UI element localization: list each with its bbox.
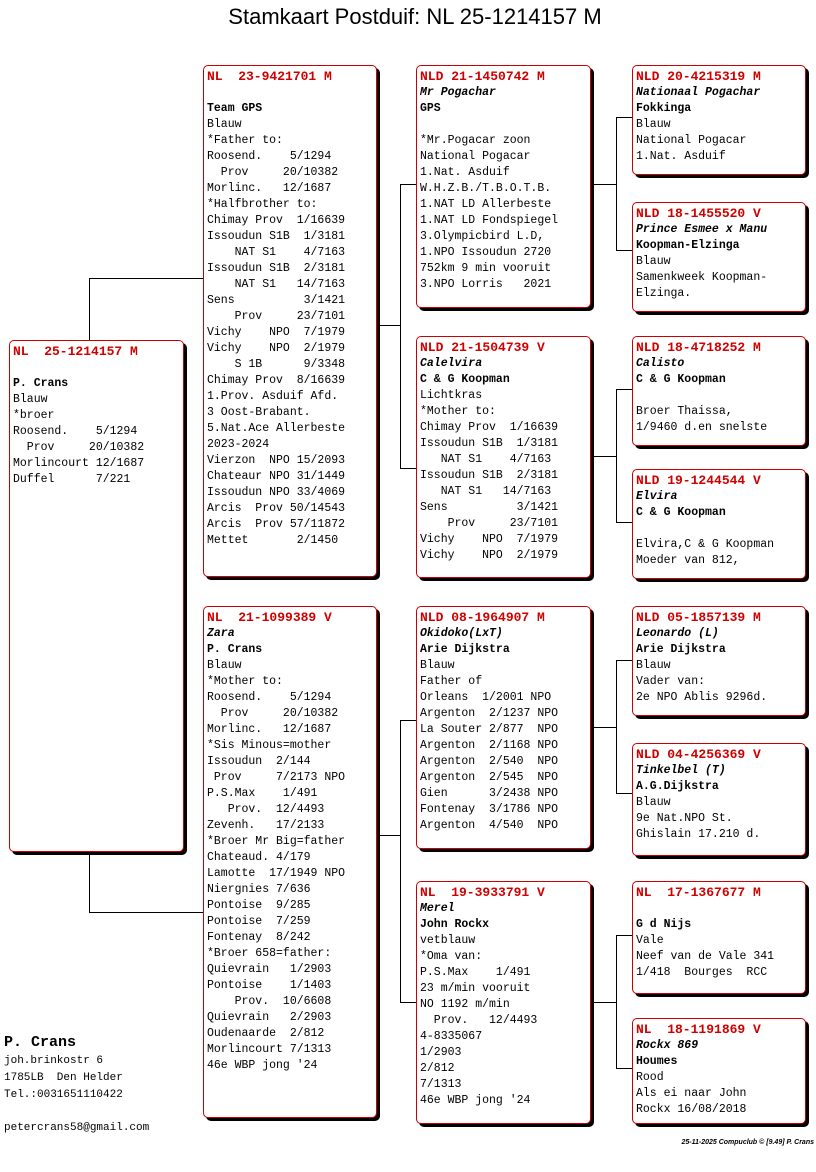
card-line: Argenton 2/545 NPO (420, 771, 559, 784)
card-lines (636, 763, 802, 843)
card-line: Niergnies 7/636 (207, 883, 311, 896)
ring-number: NL 21-1099389 V (207, 610, 332, 625)
pedigree-card-dam-sire (416, 606, 591, 849)
card-lines (636, 901, 802, 981)
card-lines (207, 626, 373, 1074)
card-line: John Rockx (420, 918, 490, 931)
card-line: Issoudun NPO 33/4069 (207, 486, 346, 499)
card-line: Sens 3/1421 (207, 294, 346, 307)
card-line: Pontoise 7/259 (207, 915, 311, 928)
card-line: P.S.Max 1/491 (420, 966, 531, 979)
card-line: Arie Dijkstra (420, 643, 510, 656)
pedigree-card-subject (9, 340, 184, 852)
card-line: 4-8335067 (420, 1030, 483, 1043)
card-line: Vichy NPO 7/1979 (420, 533, 559, 546)
card-line: *Mr.Pogacar zoon (420, 134, 531, 147)
card-line: Calisto (636, 357, 685, 370)
card-lines (636, 1038, 802, 1118)
connector (616, 117, 617, 250)
card-lines (420, 626, 587, 834)
card-line: Neef van de Vale 341 (636, 950, 775, 963)
card-line: 752km 9 min vooruit (420, 262, 552, 275)
ring-number: NL 17-1367677 M (636, 885, 761, 900)
card-line: Father of (420, 675, 483, 688)
pedigree-card-ffm (632, 202, 806, 312)
card-line: C & G Koopman (636, 373, 726, 386)
card-line: Ghislain 17.210 d. (636, 828, 761, 841)
connector (616, 250, 633, 251)
card-line: NAT S1 14/7163 (420, 485, 552, 498)
card-line: *broer (13, 409, 55, 422)
pedigree-card-mfm (632, 743, 806, 856)
card-line: Chimay Prov 1/16639 (420, 421, 559, 434)
card-line: Mettet 2/1450 (207, 534, 339, 547)
connector (400, 184, 417, 185)
card-line: National Pogacar (420, 150, 531, 163)
card-line: Blauw (636, 796, 671, 809)
connector (616, 935, 633, 936)
connector (400, 720, 417, 721)
card-line: Roosend. 5/1294 (207, 691, 332, 704)
card-line: *Father to: (207, 134, 283, 147)
card-line: Pontoise 9/285 (207, 899, 311, 912)
card-line: 1/2903 (420, 1046, 462, 1059)
pedigree-card-sire-sire (416, 65, 591, 308)
card-line: 1/418 Bourges RCC (636, 966, 768, 979)
card-line: Als ei naar John (636, 1087, 747, 1100)
card-line (636, 901, 802, 917)
card-line: Morlinc. 12/1687 (207, 182, 332, 195)
card-line: Rockx 869 (636, 1039, 699, 1052)
owner-email[interactable]: petercrans58@gmail.com (4, 1122, 150, 1134)
card-line: Blauw (636, 659, 671, 672)
card-line (13, 360, 180, 376)
connector (616, 793, 633, 794)
card-line: 9e Nat.NPO St. (636, 812, 733, 825)
card-line: Calelvira (420, 357, 483, 370)
card-line: Houmes (636, 1055, 678, 1068)
card-line: Blauw (207, 659, 242, 672)
card-line: 5.Nat.Ace Allerbeste (207, 422, 346, 435)
ring-number: NLD 08-1964907 M (420, 610, 545, 625)
owner-info (4, 1034, 149, 1137)
card-line: Broer Thaissa, (636, 405, 733, 418)
card-line: Morlinc. 12/1687 (207, 723, 332, 736)
card-line: Roosend. 5/1294 (207, 150, 332, 163)
card-line: Fokkinga (636, 102, 692, 115)
card-line: W.H.Z.B./T.B.O.T.B. (420, 182, 552, 195)
card-line: *Halfbrother to: (207, 198, 318, 211)
card-line: 2023-2024 (207, 438, 270, 451)
card-line: 3.Olympicbird L.D, (420, 230, 545, 243)
card-line: Quievrain 2/2903 (207, 1011, 332, 1024)
card-line: Issoudun S1B 1/3181 (420, 437, 559, 450)
card-line: *Oma van: (420, 950, 483, 963)
pedigree-card-fmm (632, 469, 806, 579)
card-line: Fontenay 8/242 (207, 931, 311, 944)
ring-number: NLD 04-4256369 V (636, 747, 761, 762)
card-line: Orleans 1/2001 NPO (420, 691, 552, 704)
card-line: 7/1313 (420, 1078, 462, 1091)
owner-street: joh.brinkostr 6 (4, 1055, 104, 1067)
pedigree-card-mmf (632, 881, 806, 994)
card-line: Blauw (420, 659, 455, 672)
card-line: Vichy NPO 2/1979 (420, 549, 559, 562)
card-line: P.S.Max 1/491 (207, 787, 318, 800)
card-lines (420, 356, 587, 564)
card-lines (207, 85, 373, 549)
card-lines (420, 901, 587, 1109)
card-line: Moeder van 812, (636, 554, 740, 567)
card-line: Argenton 4/540 NPO (420, 819, 559, 832)
card-line: Chateaud. 4/179 (207, 851, 311, 864)
pedigree-card-sire (203, 65, 377, 577)
card-line: Duffel 7/221 (13, 473, 131, 486)
card-line: vetblauw (420, 934, 476, 947)
card-line: *Broer 658=father: (207, 947, 332, 960)
card-line: Samenkweek Koopman- (636, 271, 768, 284)
card-line: Nationaal Pogachar (636, 86, 761, 99)
connector (89, 278, 90, 341)
connector (590, 184, 616, 185)
card-line: A.G.Dijkstra (636, 780, 719, 793)
card-line: Roosend. 5/1294 (13, 425, 138, 438)
pedigree-card-dam (203, 606, 377, 1118)
card-line: Argenton 2/540 NPO (420, 755, 559, 768)
ring-number: NLD 21-1504739 V (420, 340, 545, 355)
card-line (636, 388, 802, 404)
card-line: Chateaur NPO 31/1449 (207, 470, 346, 483)
card-line: 46e WBP jong '24 (207, 1059, 318, 1072)
card-line: 1.Prov. Asduif Afd. (207, 390, 339, 403)
connector (376, 835, 400, 836)
card-line: Vichy NPO 2/1979 (207, 342, 346, 355)
card-lines (636, 85, 802, 165)
card-line: Elvira (636, 490, 678, 503)
ring-number: NLD 19-1244544 V (636, 473, 761, 488)
pedigree-card-dam-dam (416, 881, 591, 1124)
connector (616, 1068, 633, 1069)
connector (590, 727, 616, 728)
connector (400, 184, 401, 468)
connector (89, 278, 204, 279)
ring-number: NLD 20-4215319 M (636, 69, 761, 84)
card-line: Vierzon NPO 15/2093 (207, 454, 346, 467)
card-line: Arcis Prov 57/11872 (207, 518, 346, 531)
connector (590, 1002, 616, 1003)
ring-number: NLD 21-1450742 M (420, 69, 545, 84)
card-line: 1.NPO Issoudun 2720 (420, 246, 552, 259)
connector (400, 468, 417, 469)
card-line (207, 85, 373, 101)
card-line: Prov 20/10382 (13, 441, 145, 454)
card-line: Blauw (636, 255, 671, 268)
card-line: Blauw (636, 118, 671, 131)
card-line: Prov. 12/4493 (420, 1014, 538, 1027)
card-line: Morlincourt 12/1687 (13, 457, 145, 470)
connector (590, 456, 616, 457)
card-line (636, 521, 802, 537)
ring-number: NL 23-9421701 M (207, 69, 332, 84)
card-line: Prov 20/10382 (207, 707, 339, 720)
card-line: G d Nijs (636, 918, 692, 931)
connector (616, 117, 633, 118)
card-line: Team GPS (207, 102, 263, 115)
card-line: Zevenh. 17/2133 (207, 819, 325, 832)
card-line: Gien 3/2438 NPO (420, 787, 559, 800)
card-line: Tinkelbel (T) (636, 764, 726, 777)
pedigree-card-fff (632, 65, 806, 175)
connector (89, 850, 90, 912)
card-line: P. Crans (13, 377, 69, 390)
connector (616, 522, 633, 523)
card-line: 1.NAT LD Fondspiegel (420, 214, 559, 227)
connector (616, 660, 617, 793)
card-line: Lichtkras (420, 389, 483, 402)
card-line: C & G Koopman (420, 373, 510, 386)
card-line: Elvira,C & G Koopman (636, 538, 775, 551)
card-line: *Mother to: (420, 405, 496, 418)
connector (616, 935, 617, 1068)
connector (400, 1002, 417, 1003)
card-line: Vale (636, 934, 664, 947)
card-line: NAT S1 14/7163 (207, 278, 346, 291)
card-line: Fontenay 3/1786 NPO (420, 803, 559, 816)
card-line: Lamotte 17/1949 NPO (207, 867, 346, 880)
card-line: Elzinga. (636, 287, 692, 300)
card-line: NAT S1 4/7163 (207, 246, 346, 259)
card-line: C & G Koopman (636, 506, 726, 519)
card-line: National Pogacar (636, 134, 747, 147)
card-line: 1.Nat. Asduif (636, 150, 726, 163)
card-line: 1.Nat. Asduif (420, 166, 510, 179)
ring-number: NL 19-3933791 V (420, 885, 545, 900)
card-lines (636, 489, 802, 569)
card-line: 23 m/min vooruit (420, 982, 531, 995)
card-line: GPS (420, 102, 441, 115)
owner-phone: Tel.:0031651110422 (4, 1089, 123, 1101)
card-line: Argenton 2/1168 NPO (420, 739, 559, 752)
card-line: 2e NPO Ablis 9296d. (636, 691, 768, 704)
card-line: Leonardo (L) (636, 627, 719, 640)
card-line: NO 1192 m/min (420, 998, 510, 1011)
ring-number: NL 25-1214157 M (13, 344, 138, 359)
owner-city: 1785LB Den Helder (4, 1072, 123, 1084)
card-line: Vader van: (636, 675, 706, 688)
card-line: Chimay Prov 8/16639 (207, 374, 346, 387)
connector (616, 660, 633, 661)
card-line: Koopman-Elzinga (636, 239, 740, 252)
card-line: Prov 20/10382 (207, 166, 339, 179)
card-line: Mr Pogachar (420, 86, 496, 99)
pedigree-card-mmm (632, 1018, 806, 1124)
card-line: Prince Esmee x Manu (636, 223, 768, 236)
card-line: Issoudun S1B 2/3181 (420, 469, 559, 482)
ring-number: NLD 05-1857139 M (636, 610, 761, 625)
owner-name: P. Crans (4, 1034, 77, 1051)
pedigree-card-sire-dam (416, 336, 591, 578)
card-line: *Mother to: (207, 675, 283, 688)
card-line: Issoudun 2/144 (207, 755, 311, 768)
card-line: Issoudun S1B 1/3181 (207, 230, 346, 243)
card-line: Zara (207, 627, 235, 640)
card-line (420, 117, 587, 133)
card-lines (636, 222, 802, 302)
card-line: Issoudun S1B 2/3181 (207, 262, 346, 275)
card-line: Okidoko(LxT) (420, 627, 503, 640)
card-lines (13, 360, 180, 488)
card-line: Quievrain 1/2903 (207, 963, 332, 976)
pedigree-card-mff (632, 606, 806, 716)
card-line: Prov. 12/4493 (207, 803, 325, 816)
card-line: Vichy NPO 7/1979 (207, 326, 346, 339)
ring-number: NLD 18-4718252 M (636, 340, 761, 355)
page-title: Stamkaart Postduif: NL 25-1214157 M (228, 4, 602, 29)
card-line: Prov 7/2173 NPO (207, 771, 346, 784)
card-line: 46e WBP jong '24 (420, 1094, 531, 1107)
connector (616, 389, 617, 522)
card-line: NAT S1 4/7163 (420, 453, 552, 466)
card-line: Blauw (13, 393, 48, 406)
card-line: Oudenaarde 2/812 (207, 1027, 325, 1040)
footer-credit: 25-11-2025 Compuclub © [9.49] P. Crans (681, 1139, 814, 1146)
card-lines (636, 356, 802, 436)
card-line: 3 Oost-Brabant. (207, 406, 311, 419)
card-lines (636, 626, 802, 706)
card-line: La Souter 2/877 NPO (420, 723, 559, 736)
card-line: Prov 23/7101 (207, 310, 346, 323)
card-line: Rood (636, 1071, 664, 1084)
card-line: S 1B 9/3348 (207, 358, 346, 371)
ring-number: NLD 18-1455520 V (636, 206, 761, 221)
card-line: Merel (420, 902, 455, 915)
card-line: Sens 3/1421 (420, 501, 559, 514)
ring-number: NL 18-1191869 V (636, 1022, 761, 1037)
card-line: Arie Dijkstra (636, 643, 726, 656)
connector (616, 389, 633, 390)
card-line: Blauw (207, 118, 242, 131)
card-line: Chimay Prov 1/16639 (207, 214, 346, 227)
card-line: *Broer Mr Big=father (207, 835, 346, 848)
card-line: 1.NAT LD Allerbeste (420, 198, 552, 211)
card-line: Arcis Prov 50/14543 (207, 502, 346, 515)
card-lines (420, 85, 587, 293)
card-line: P. Crans (207, 643, 263, 656)
card-line: Morlincourt 7/1313 (207, 1043, 332, 1056)
connector (400, 720, 401, 1002)
card-line: Prov 23/7101 (420, 517, 559, 530)
card-line: 3.NPO Lorris 2021 (420, 278, 552, 291)
pedigree-card-fmf (632, 336, 806, 446)
card-line: Argenton 2/1237 NPO (420, 707, 559, 720)
card-line: Pontoise 1/1403 (207, 979, 332, 992)
card-line: Rockx 16/08/2018 (636, 1103, 747, 1116)
card-line: 2/812 (420, 1062, 455, 1075)
card-line: 1/9460 d.en snelste (636, 421, 768, 434)
card-line: *Sis Minous=mother (207, 739, 332, 752)
connector (89, 912, 204, 913)
card-line: Prov. 10/6608 (207, 995, 332, 1008)
connector (376, 325, 400, 326)
